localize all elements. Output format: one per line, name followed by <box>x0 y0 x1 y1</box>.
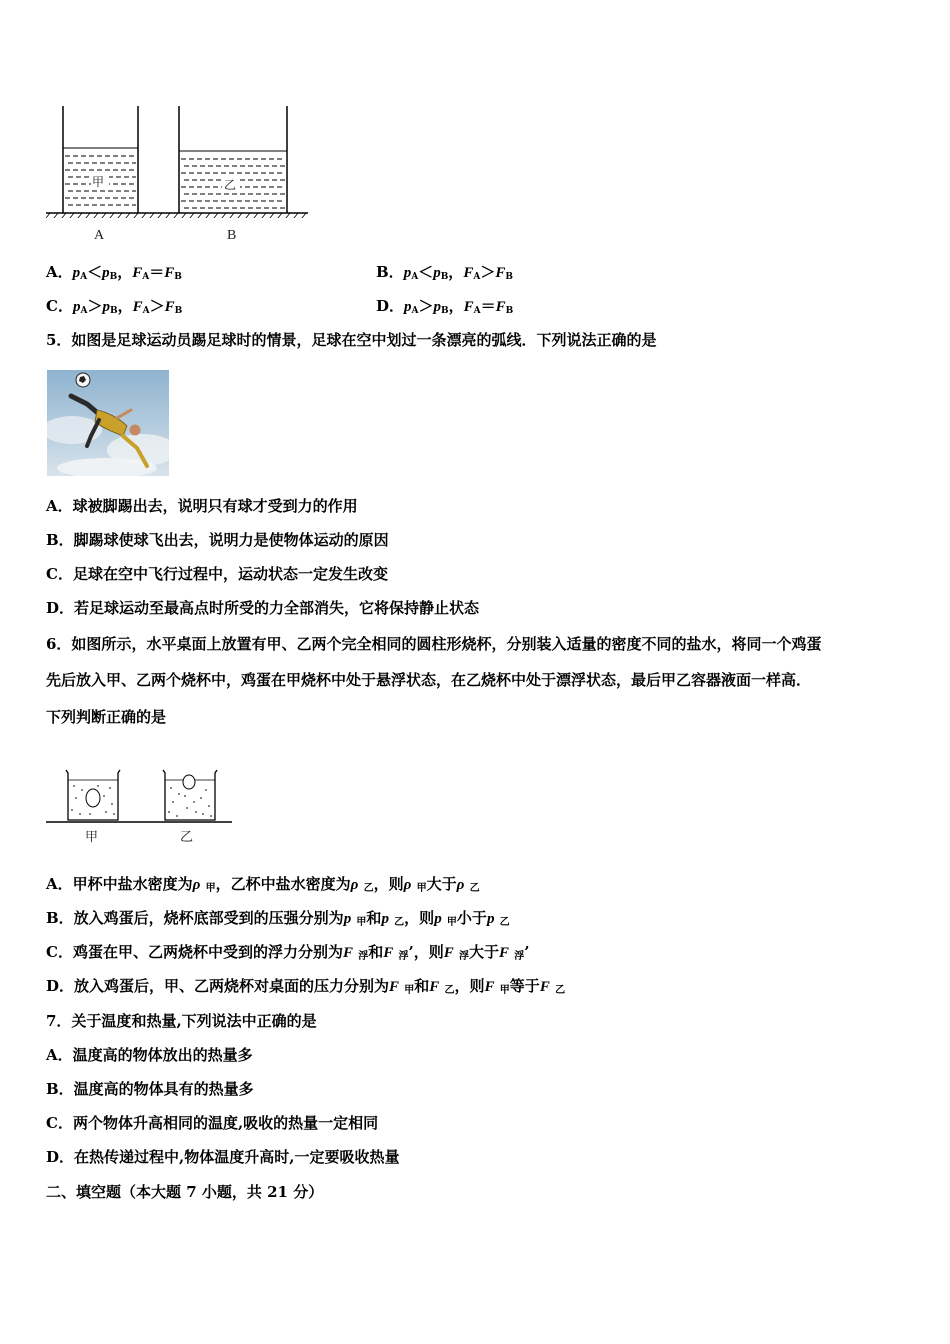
q4-option-b[interactable]: B．$p_A<p_B$，$F_A>F_B$ <box>376 263 513 282</box>
q7-option-a[interactable]: A．温度高的物体放出的热量多 <box>46 1046 253 1064</box>
q6-option-b[interactable]: B．放入鸡蛋后，烧杯底部受到的压强分别为p 甲和p 乙，则p 甲小于p 乙 <box>46 909 510 928</box>
beakers-figure <box>46 766 232 826</box>
q6-stem-line-1: 6．如图所示，水平桌面上放置有甲、乙两个完全相同的圆柱形烧杯，分别装入适量的密度不同的盐水，将同一个鸡蛋 <box>46 635 822 653</box>
q6-option-c[interactable]: C．鸡蛋在甲、乙两烧杯中受到的浮力分别为F 浮和F 浮’，则F 浮大于F 浮’ <box>46 943 530 962</box>
q6-stem-line-2: 先后放入甲、乙两个烧杯中，鸡蛋在甲烧杯中处于悬浮状态，在乙烧杯中处于漂浮状态，最后甲乙容器液面一样高． <box>46 671 812 689</box>
q5-option-c[interactable]: C．足球在空中飞行过程中，运动状态一定发生改变 <box>46 565 388 583</box>
q5-option-a[interactable]: A．球被脚踢出去，说明只有球才受到力的作用 <box>46 497 358 515</box>
containers-figure <box>46 104 308 218</box>
q5-stem: 5．如图是足球运动员踢足球时的情景，足球在空中划过一条漂亮的弧线．下列说法正确的是 <box>46 331 657 349</box>
q6-option-a[interactable]: A．甲杯中盐水密度为ρ 甲，乙杯中盐水密度为ρ 乙，则ρ 甲大于ρ 乙 <box>46 875 480 894</box>
section-2-title: 二、填空题（本大题 7 小题，共 21 分） <box>46 1183 324 1201</box>
q6-option-d[interactable]: D．放入鸡蛋后，甲、乙两烧杯对桌面的压力分别为F 甲和F 乙，则F 甲等于F 乙 <box>46 977 566 996</box>
q7-option-c[interactable]: C．两个物体升高相同的温度,吸收的热量一定相同 <box>46 1114 379 1132</box>
beaker-label-jia: 甲 <box>85 829 99 844</box>
q4-option-c[interactable]: C．$p_A>p_B$，$F_A>F_B$ <box>46 297 183 316</box>
q7-option-d[interactable]: D．在热传递过程中,物体温度升高时,一定要吸收热量 <box>46 1148 400 1166</box>
beaker-label-yi: 乙 <box>180 829 194 844</box>
q5-option-d[interactable]: D．若足球运动至最高点时所受的力全部消失，它将保持静止状态 <box>46 599 480 617</box>
q4-option-a[interactable]: A．$p_A<p_B$，$F_A=F_B$ <box>46 263 182 282</box>
q7-stem: 7．关于温度和热量,下列说法中正确的是 <box>46 1012 317 1030</box>
container-label-jia: 甲 <box>92 175 105 189</box>
q7-option-b[interactable]: B．温度高的物体具有的热量多 <box>46 1080 254 1098</box>
q5-option-b[interactable]: B．脚踢球使球飞出去，说明力是使物体运动的原因 <box>46 531 389 549</box>
q4-option-d[interactable]: D．$p_A>p_B$，$F_A=F_B$ <box>376 297 514 316</box>
container-label-yi: 乙 <box>224 178 237 192</box>
figure-label-a: A <box>94 228 105 243</box>
figure-label-b: B <box>227 228 237 243</box>
soccer-photo <box>47 370 169 476</box>
q6-stem-line-3: 下列判断正确的是 <box>46 708 167 726</box>
